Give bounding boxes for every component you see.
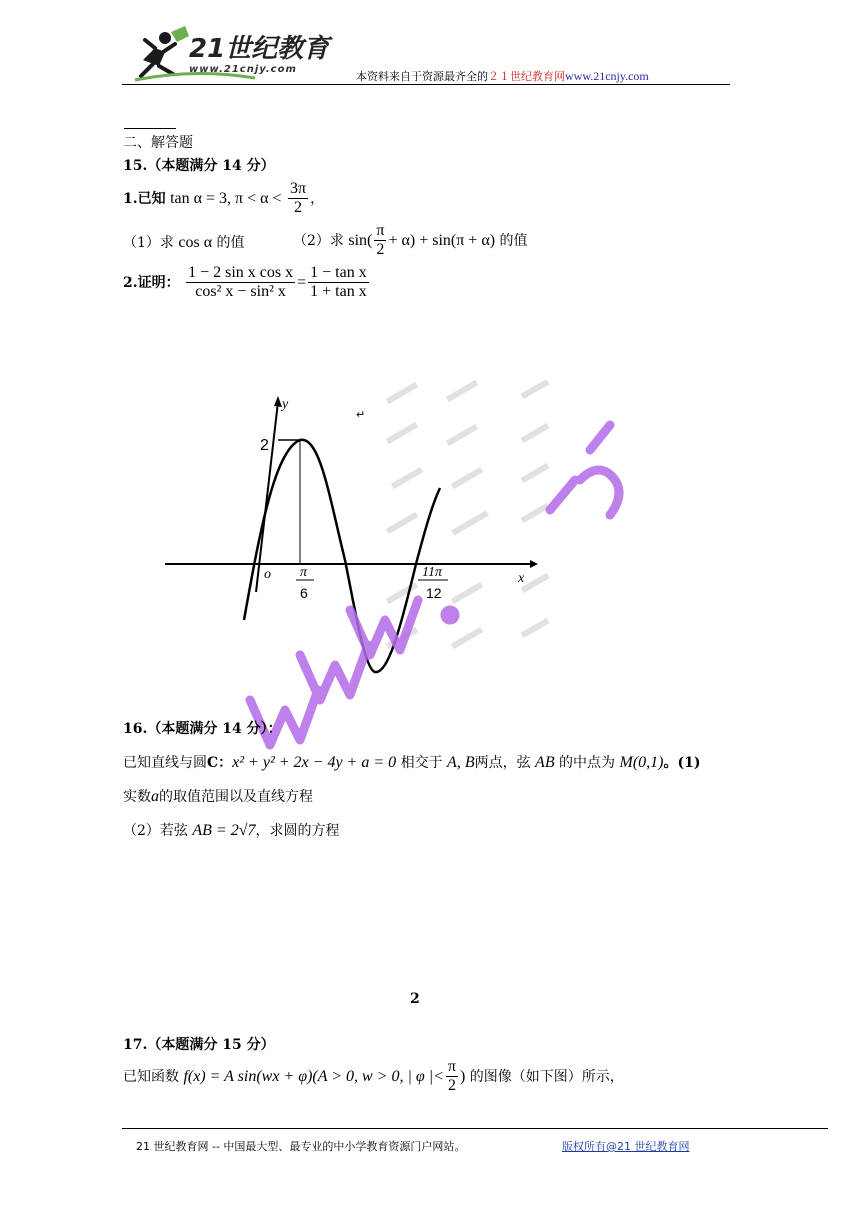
q16-line2 (123, 786, 313, 806)
q15-p1-text: 已知 (137, 190, 166, 207)
section-title: 二、解答题 (123, 135, 193, 151)
x-axis-label: x (518, 571, 525, 586)
q17-l1-frac-den: 2 (447, 1077, 456, 1095)
q16-l1-expr: x² + y² + 2x − 4y + a = 0 (232, 754, 397, 771)
q16-l1-c2: 两点，弦 (474, 755, 531, 771)
q16-l1-d: 的中点为 (559, 755, 616, 771)
x-tick2-num: 11π (422, 565, 442, 580)
q15-sub2-pre: sin( (348, 231, 373, 249)
q15-sub2-frac (374, 222, 386, 260)
q15-sub2-label: （2）求 (293, 232, 344, 249)
q16-l1-a: 已知直线与圆 (123, 755, 207, 771)
q16-l1-e: 。(1) (663, 755, 701, 771)
x-tick2-den: 12 (426, 585, 442, 601)
q17-l1-close: ) (460, 1067, 466, 1085)
q16-l1-b: 相交于 (400, 755, 443, 771)
q15-p1-expr: tan α = 3, π < α < (170, 189, 282, 207)
q16-l1-ab2: AB (535, 754, 555, 771)
q15-p2-lhs-den: cos² x − sin² x (195, 283, 286, 301)
q16-l2-b: 的取值范围以及直线方程 (159, 789, 313, 805)
q16-l2-var: a (151, 788, 159, 805)
footer-rule (122, 1128, 828, 1129)
q15-sub1-expr: cos α (178, 234, 213, 251)
q15-p1-frac-den: 2 (294, 199, 303, 217)
q16-l3-a: （2）若弦 (123, 823, 188, 839)
page-number: 2 (410, 991, 420, 1007)
footer-left: 21 世纪教育网 -- 中国最大型、最专业的中小学教育资源门户网站。 (136, 1140, 466, 1153)
q16-line1 (123, 752, 700, 772)
q16-title: 16.（本题满分 14 分）： (123, 721, 282, 737)
x-tick1-num: π (300, 565, 308, 580)
q15-p2-rhs-den: 1 + tan x (310, 283, 367, 301)
q15-p2-text: 证明： (137, 274, 180, 291)
q15-p1-frac-num: 3π (288, 180, 308, 199)
q15-part1 (123, 180, 324, 218)
q15-sub2-post: + α) + sin(π + α) (388, 231, 496, 249)
header-source-brand: ２１世纪教育网 (488, 70, 565, 83)
blank-underline (124, 128, 176, 129)
header-rule (122, 84, 730, 85)
q15-p1-frac (288, 180, 308, 218)
x-tick1-den: 6 (300, 585, 308, 601)
q15-title: 15.（本题满分 14 分） (123, 158, 275, 174)
watermark-icon (230, 400, 670, 780)
logo-text: 21世纪教育 (189, 34, 330, 64)
q15-part2 (123, 264, 371, 302)
q16-l1-ab: A, B (447, 754, 475, 771)
q15-p2-lhs-num: 1 − 2 sin x cos x (186, 264, 295, 283)
q15-sub1 (123, 232, 245, 252)
q16-l2-a: 实数 (123, 789, 151, 805)
q15-p1-end: ， (310, 190, 325, 207)
q15-sub2-end: 的值 (499, 232, 528, 249)
q16-l3-b: ，求圆的方程 (255, 823, 340, 839)
q15-p2-label: 2. (123, 274, 138, 291)
logo-url: www.21cnjy.com (189, 64, 297, 75)
y-tick-2: 2 (260, 437, 269, 454)
footer-copyright-link[interactable]: 版权所有@21 世纪教育网 (562, 1140, 690, 1153)
q17-l1-expr: f(x) = A sin(wx + φ)(A > 0, w > 0, | φ |< (183, 1067, 444, 1085)
origin-label: o (264, 567, 271, 582)
q15-sub2-frac-den: 2 (376, 241, 385, 259)
header-source-site: www.21cnjy.com (565, 69, 649, 83)
q15-p2-eq: = (297, 273, 307, 291)
q15-sub2-frac-num: π (374, 222, 386, 241)
q17-l1-b: 的图像（如下图）所示， (469, 1068, 624, 1085)
q15-sub1-label: （1）求 (123, 235, 174, 251)
q15-p2-rhs (308, 264, 369, 302)
header-source-prefix: 本资料来自于资源最齐全的 (356, 70, 488, 83)
q16-l1-m: M(0,1) (619, 754, 664, 771)
q16-line3 (123, 820, 340, 840)
q17-l1-a: 已知函数 (123, 1068, 179, 1085)
q15-sub2 (293, 222, 527, 260)
q17-l1-frac-num: π (446, 1058, 458, 1077)
q15-p2-lhs (186, 264, 295, 302)
q15-p2-rhs-num: 1 − tan x (308, 264, 369, 283)
return-mark: ↵ (356, 408, 366, 421)
q15-p1-label: 1. (123, 190, 138, 207)
q16-l3-expr: AB = 2√7 (192, 822, 256, 839)
y-axis-label: y (282, 397, 289, 412)
q17-line1 (123, 1058, 624, 1096)
q17-l1-frac (446, 1058, 458, 1096)
header-logo (125, 22, 345, 84)
header-source (356, 68, 649, 84)
q16-l1-c: C： (207, 755, 233, 771)
q15-sub1-end: 的值 (216, 235, 245, 251)
q17-title: 17.（本题满分 15 分） (123, 1037, 275, 1053)
